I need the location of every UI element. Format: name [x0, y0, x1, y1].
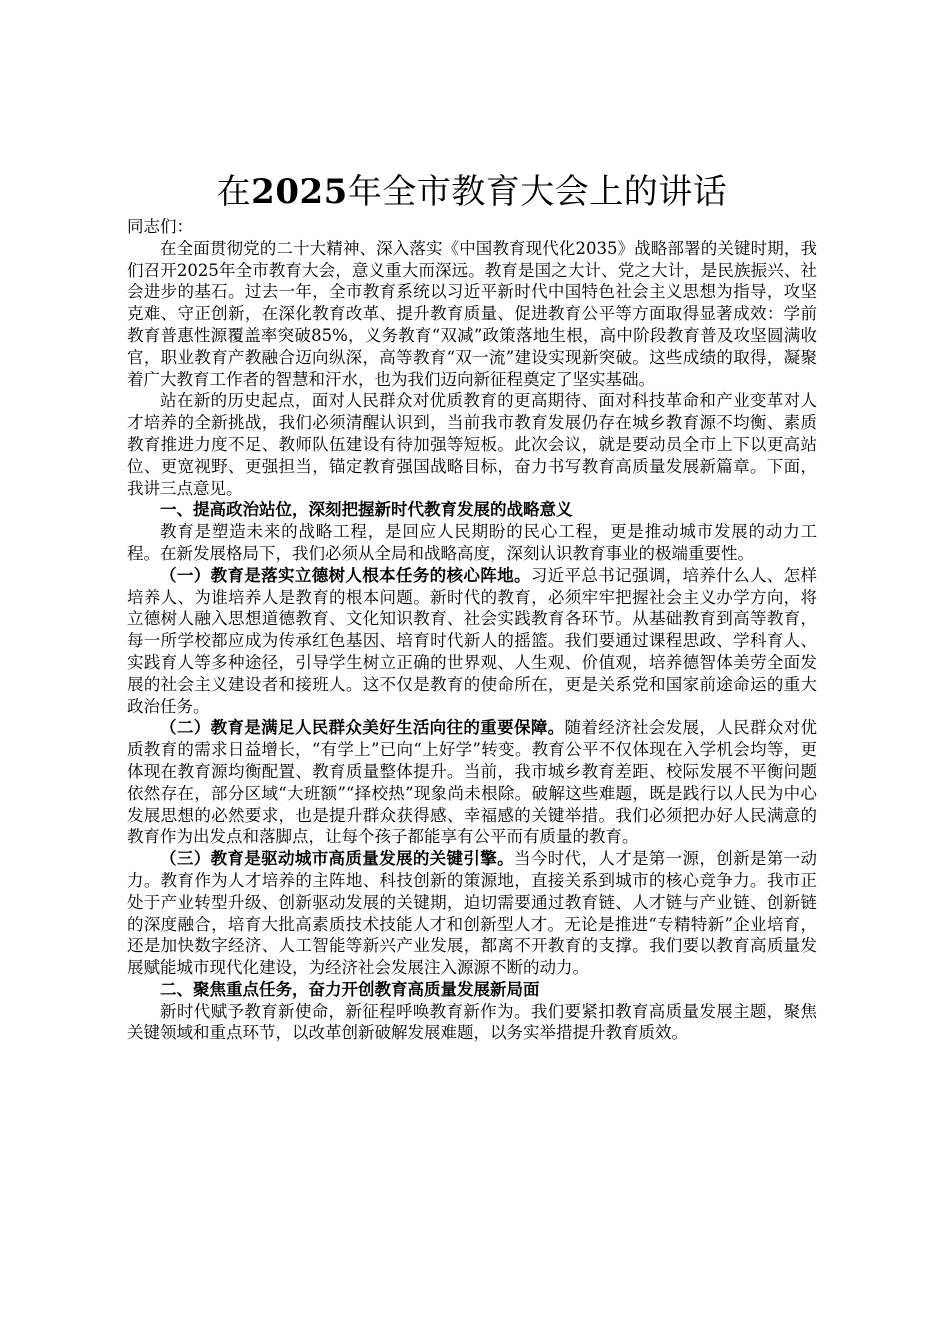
- title-year: 2025: [251, 172, 348, 212]
- salutation: 同志们：: [127, 217, 193, 236]
- section-1-intro: 教育是塑造未来的战略工程，是回应人民期盼的民心工程，更是推动城市发展的动力工程。在新发展格局下，我们必须从全局和战略高度，深刻认识教育事业的极端重要性。: [127, 522, 817, 563]
- item-lead: （一）教育是落实立德树人根本任务的核心阵地。: [160, 565, 531, 585]
- intro-paragraph-1: 在全面贯彻党的二十大精神、深入落实《中国教育现代化2035》战略部署的关键时期，我们召开2025年全市教育大会，意义重大而深远。教育是国之大计、党之大计，是民族振兴、社会进步的基石。过去一年，全市教育系统以习近平新时代中国特色社会主义思想为指导，攻坚克难、守正创新，在深化教育改革、提升教育质量、促进教育公平等方面取得显著成效：学前教育普惠性源覆盖率突破85%，义务教育“双减”政策落地生根，高中阶段教育普及攻坚圆满收官，职业教育产教融合迈向纵深，高等教育“双一流”建设实现新突破。这些成绩的取得，凝聚着广大教育工作者的智慧和汗水，也为我们迈向新征程奠定了坚实基础。: [127, 238, 817, 389]
- section-2-intro: 新时代赋予教育新使命，新征程呼唤教育新作为。我们要紧扣教育高质量发展主题，聚焦关键领域和重点环节，以改革创新破解发展难题，以务实举措提升教育质效。: [127, 1001, 817, 1043]
- item-lead: （三）教育是驱动城市高质量发展的关键引擎。: [160, 849, 514, 869]
- section-1-item-1: [127, 565, 817, 718]
- title-prefix: 在: [216, 172, 252, 212]
- section-1-heading: 一、提高政治站位，深刻把握新时代教育发展的战略意义: [160, 500, 573, 520]
- section-1-item-3: [127, 848, 817, 979]
- document-title: [127, 170, 817, 214]
- intro-paragraph-2: 站在新的历史起点，面对人民群众对优质教育的更高期待、面对科技革命和产业变革对人才培养的全新挑战，我们必须清醒认识到，当前我市教育发展仍存在城乡教育源不均衡、素质教育推进力度不足、教师队伍建设有待加强等短板。此次会议，就是要动员全市上下以更高站位、更宽视野、更强担当，锚定教育强国战略目标，奋力书写教育高质量发展新篇章。下面，我讲三点意见。: [127, 391, 817, 498]
- section-1-item-2: [127, 717, 817, 848]
- title-suffix: 年全市教育大会上的讲话: [347, 172, 728, 212]
- section-2-heading: 二、聚焦重点任务，奋力开创教育高质量发展新局面: [160, 979, 540, 999]
- item-text: 随着经济社会发展，人民群众对优质教育的需求日益增长，“有学上”已向“上好学”转变。教育公平不仅体现在入学机会均等，更体现在教育源均衡配置、教育质量整体提升。当前，我市城乡教育差距、校际发展不平衡问题依然存在，部分区域“大班额”“择校热”现象尚未根除。破解这些难题，既是践行以人民为中心发展思想的必然要求，也是提升群众获得感、幸福感的关键举措。我们必须把办好人民满意的教育作为出发点和落脚点，让每个孩子都能享有公平而有质量的教育。: [127, 718, 818, 847]
- item-text: 当今时代，人才是第一源，创新是第一动力。教育作为人才培养的主阵地、科技创新的策源地，直接关系到城市的核心竞争力。我市正处于产业转型升级、创新驱动发展的关键期，迫切需要通过教育链、人才链与产业链、创新链的深度融合，培育大批高素质技术技能人才和创新型人才。无论是推进“专精特新”企业培育，还是加快数字经济、人工智能等新兴产业发展，都离不开教育的支撑。我们要以教育高质量发展赋能城市现代化建设，为经济社会发展注入源源不断的动力。: [127, 849, 818, 978]
- item-text: 习近平总书记强调，培养什么人、怎样培养人、为谁培养人是教育的根本问题。新时代的教育，必须牢牢把握社会主义办学方向，将立德树人融入思想道德教育、文化知识教育、社会实践教育各环节。从基础教育到高等教育，每一所学校都应成为传承红色基因、培育时代新人的摇篮。我们要通过课程思政、学科育人、实践育人等多种途径，引导学生树立正确的世界观、人生观、价值观，培养德智体美劳全面发展的社会主义建设者和接班人。这不仅是教育的使命所在，更是关系党和国家前途命运的重大政治任务。: [127, 565, 818, 716]
- document-body: [127, 170, 817, 1044]
- item-lead: （二）教育是满足人民群众美好生活向往的重要保障。: [160, 718, 565, 738]
